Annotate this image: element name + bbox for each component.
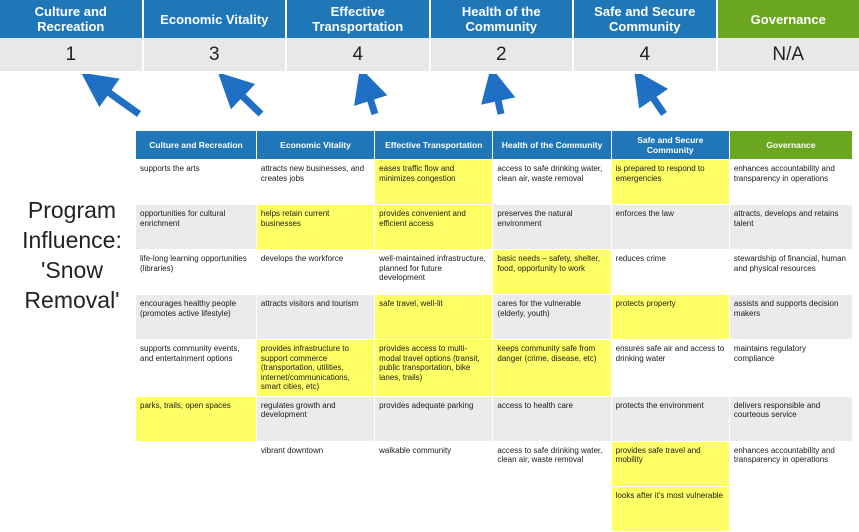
- matrix-cell: well-maintained infrastructure, planned for future development: [375, 250, 493, 295]
- matrix-cell: maintains regulatory compliance: [729, 340, 852, 397]
- scorecard-header-safe-and-secure-community: [574, 0, 718, 38]
- matrix-header-safe-and-secure-community: Safe and Secure Community: [611, 131, 729, 160]
- matrix-cell: walkable community: [375, 441, 493, 486]
- matrix-cell: provides access to multi-modal travel options (transit, public transportation, bike lanes, trails): [375, 340, 493, 397]
- matrix-cell: provides convenient and efficient access: [375, 205, 493, 250]
- matrix-cell: parks, trails, open spaces: [136, 396, 256, 441]
- score-band: [0, 38, 859, 74]
- scorecard-header-label: Governance: [751, 12, 826, 27]
- matrix-cell: develops the workforce: [256, 250, 374, 295]
- scorecard-header-band: [0, 0, 859, 38]
- matrix-cell: protects property: [611, 295, 729, 340]
- arrow-to-effective-transportation: [366, 86, 375, 114]
- table-row: [136, 396, 852, 441]
- table-row: [136, 160, 852, 205]
- table-row: [136, 340, 852, 397]
- matrix-cell: reduces crime: [611, 250, 729, 295]
- score-health-of-the-community: 2: [431, 38, 575, 71]
- matrix-cell: supports the arts: [136, 160, 256, 205]
- score-economic-vitality: 3: [144, 38, 288, 71]
- matrix-cell: helps retain current businesses: [256, 205, 374, 250]
- scorecard-header-governance: [718, 0, 859, 38]
- matrix-header-health-of-the-community: Health of the Community: [493, 131, 611, 160]
- score-governance: N/A: [718, 38, 859, 71]
- score-culture-and-recreation: 1: [0, 38, 144, 71]
- matrix-cell: supports community events, and entertainment options: [136, 340, 256, 397]
- matrix-cell: enhances accountability and transparency in operations: [729, 160, 852, 205]
- matrix-cell: cares for the vulnerable (elderly, youth): [493, 295, 611, 340]
- matrix-cell: life-long learning opportunities (libraries): [136, 250, 256, 295]
- table-row: [136, 486, 852, 531]
- matrix-cell: access to safe drinking water, clean air, waste removal: [493, 441, 611, 486]
- matrix-cell: opportunities for cultural enrichment: [136, 205, 256, 250]
- matrix-header-culture-and-recreation: Culture and Recreation: [136, 131, 256, 160]
- matrix-cell: basic needs – safety, shelter, food, opportunity to work: [493, 250, 611, 295]
- matrix-cell: [493, 486, 611, 531]
- matrix-cell: preserves the natural environment: [493, 205, 611, 250]
- matrix-cell: assists and supports decision makers: [729, 295, 852, 340]
- scorecard-header-culture-and-recreation: [0, 0, 144, 38]
- influence-matrix: [136, 131, 852, 532]
- table-row: [136, 250, 852, 295]
- matrix-cell: attracts visitors and tourism: [256, 295, 374, 340]
- score-safe-and-secure-community: 4: [574, 38, 718, 71]
- matrix-cell: keeps community safe from danger (crime, disease, etc): [493, 340, 611, 397]
- matrix-header-effective-transportation: Effective Transportation: [375, 131, 493, 160]
- matrix-cell: attracts, develops and retains talent: [729, 205, 852, 250]
- arrow-to-economic-vitality: [232, 86, 261, 114]
- matrix-cell: [136, 486, 256, 531]
- matrix-cell: attracts new businesses, and creates jobs: [256, 160, 374, 205]
- score-effective-transportation: 4: [287, 38, 431, 71]
- matrix-cell: looks after it's most vulnerable: [611, 486, 729, 531]
- matrix-cell: protects the environment: [611, 396, 729, 441]
- matrix-header-economic-vitality: Economic Vitality: [256, 131, 374, 160]
- matrix-header-row: [136, 131, 852, 160]
- arrow-to-health-of-the-community: [495, 86, 501, 114]
- matrix-cell: is prepared to respond to emergencies: [611, 160, 729, 205]
- matrix-cell: regulates growth and development: [256, 396, 374, 441]
- matrix-cell: delivers responsible and courteous service: [729, 396, 852, 441]
- matrix-cell: provides adequate parking: [375, 396, 493, 441]
- table-row: [136, 295, 852, 340]
- scorecard-header-label: Culture and Recreation: [4, 4, 138, 34]
- matrix-cell: ensures safe air and access to drinking water: [611, 340, 729, 397]
- scorecard-header-label: Health of the Community: [435, 4, 569, 34]
- scorecard-header-health-of-the-community: [431, 0, 575, 38]
- scorecard-header-label: Safe and Secure Community: [578, 4, 712, 34]
- matrix-cell: provides safe travel and mobility: [611, 441, 729, 486]
- matrix-cell: access to safe drinking water, clean air, waste removal: [493, 160, 611, 205]
- matrix-cell: provides infrastructure to support commerce (transportation, utilities, internet/communications, smart cities, etc): [256, 340, 374, 397]
- table-row: [136, 441, 852, 486]
- scorecard-header-effective-transportation: [287, 0, 431, 38]
- matrix-cell: stewardship of financial, human and physical resources: [729, 250, 852, 295]
- table-row: [136, 205, 852, 250]
- matrix-cell: safe travel, well-lit: [375, 295, 493, 340]
- matrix-cell: encourages healthy people (promotes active lifestyle): [136, 295, 256, 340]
- matrix-header-governance: Governance: [729, 131, 852, 160]
- matrix-cell: enforces the law: [611, 205, 729, 250]
- matrix-cell: [729, 486, 852, 531]
- matrix-cell: vibrant downtown: [256, 441, 374, 486]
- arrow-to-culture-and-recreation: [97, 84, 139, 114]
- scorecard-header-label: Effective Transportation: [291, 4, 425, 34]
- program-influence-caption: Program Influence: 'Snow Removal': [12, 195, 132, 315]
- matrix-cell: access to health care: [493, 396, 611, 441]
- matrix-cell: [375, 486, 493, 531]
- matrix-cell: eases traffic flow and minimizes congestion: [375, 160, 493, 205]
- arrow-group: [0, 74, 859, 130]
- arrow-to-safe-and-secure-community: [645, 86, 664, 114]
- matrix-cell: [136, 441, 256, 486]
- scorecard-header-economic-vitality: [144, 0, 288, 38]
- scorecard-header-label: Economic Vitality: [160, 12, 268, 27]
- matrix-cell: [256, 486, 374, 531]
- matrix-cell: enhances accountability and transparency in operations: [729, 441, 852, 486]
